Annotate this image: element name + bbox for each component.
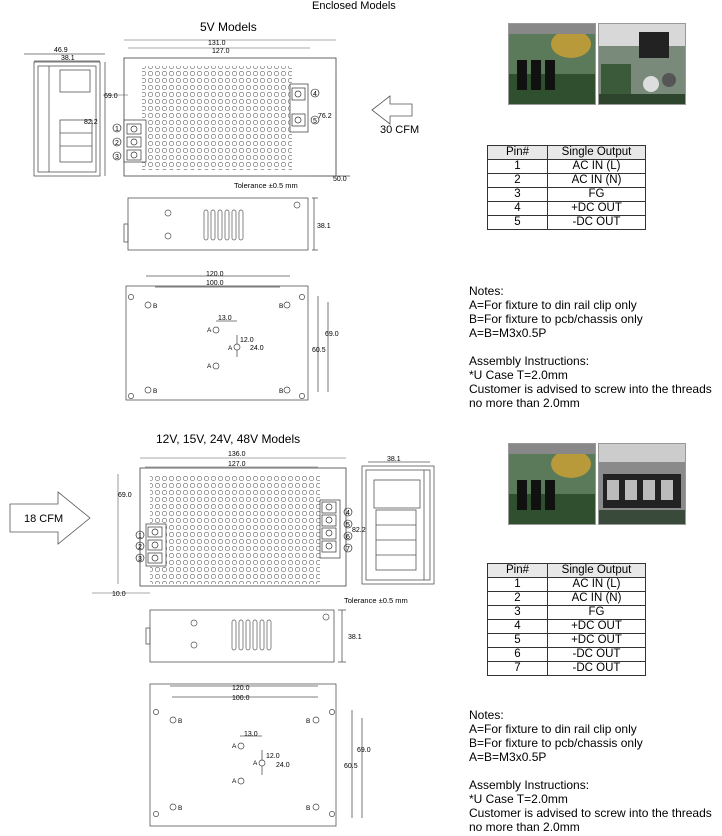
pin-num: 3 bbox=[488, 188, 548, 202]
terminal-3: 3 bbox=[115, 154, 119, 161]
table-row bbox=[488, 634, 646, 648]
pin-num: 5 bbox=[488, 216, 548, 230]
assembly-heading: Assembly Instructions: bbox=[469, 778, 590, 792]
dim-side-height: 82.2 bbox=[84, 119, 98, 126]
hole-a-label: A bbox=[207, 363, 212, 370]
section2-top-view bbox=[0, 440, 460, 836]
bottom-height-inner: 60.5 bbox=[344, 763, 358, 770]
tolerance-label-12v: Tolerance ±0.5 mm bbox=[344, 596, 408, 605]
note-line: *U Case T=2.0mm bbox=[469, 368, 568, 382]
bottom-a-y1: 12.0 bbox=[266, 753, 280, 760]
notes-5v bbox=[469, 284, 712, 410]
table-row bbox=[488, 216, 646, 230]
dim-depth-left: 10.0 bbox=[112, 591, 126, 598]
terminal-5: 5 bbox=[346, 522, 350, 529]
note-line: no more than 2.0mm bbox=[469, 396, 580, 410]
pin-table-5v bbox=[487, 145, 646, 230]
hole-a-label: A bbox=[207, 327, 212, 334]
note-line: no more than 2.0mm bbox=[469, 820, 580, 834]
bottom-height-outer: 69.0 bbox=[325, 331, 339, 338]
product-photo-5v-a bbox=[508, 23, 596, 105]
terminal-2: 2 bbox=[115, 140, 119, 147]
hole-b-label: B bbox=[153, 388, 158, 395]
pin-func: -DC OUT bbox=[548, 648, 646, 662]
dim-height-left: 69.0 bbox=[118, 492, 132, 499]
bottom-a-x: 13.0 bbox=[244, 731, 258, 738]
product-photo-12v-b bbox=[598, 443, 686, 525]
hole-b-label: B bbox=[178, 805, 183, 812]
note-line: Customer is advised to screw into the threads bbox=[469, 806, 712, 820]
hole-b-label: B bbox=[306, 805, 311, 812]
terminal-block-left-5v bbox=[124, 120, 146, 162]
dim-height-right: 82.2 bbox=[352, 527, 366, 534]
side-profile-12v bbox=[362, 462, 434, 584]
hole-b-label: B bbox=[279, 388, 284, 395]
note-line: A=For fixture to din rail clip only bbox=[469, 722, 637, 736]
side-height-5v: 38.1 bbox=[317, 223, 331, 230]
terminal-3: 3 bbox=[138, 556, 142, 563]
pin-func: FG bbox=[548, 606, 646, 620]
note-line: B=For fixture to pcb/chassis only bbox=[469, 736, 643, 750]
pin-num: 2 bbox=[488, 592, 548, 606]
pin-num: 4 bbox=[488, 202, 548, 216]
table-row bbox=[488, 174, 646, 188]
bottom-height-inner: 60.5 bbox=[312, 347, 326, 354]
note-line: *U Case T=2.0mm bbox=[469, 792, 568, 806]
bottom-view-5v bbox=[126, 276, 328, 400]
hole-a-label: A bbox=[228, 345, 233, 352]
pin-func: AC IN (N) bbox=[548, 592, 646, 606]
pin-func: FG bbox=[548, 188, 646, 202]
bottom-width-outer: 120.0 bbox=[206, 271, 224, 278]
note-line: A=B=M3x0.5P bbox=[469, 750, 547, 764]
table-row bbox=[488, 592, 646, 606]
terminal-5: 5 bbox=[313, 118, 317, 125]
pin-func: AC IN (L) bbox=[548, 160, 646, 174]
bottom-width-inner: 100.0 bbox=[206, 280, 224, 287]
bottom-holes-12v bbox=[153, 709, 334, 816]
side-height-12v: 38.1 bbox=[348, 634, 362, 641]
terminal-6: 6 bbox=[346, 534, 350, 541]
dim-width-outer: 131.0 bbox=[208, 40, 226, 47]
terminal-block-right-12v bbox=[320, 500, 340, 558]
bottom-width-inner: 100.0 bbox=[232, 695, 250, 702]
pin-num: 4 bbox=[488, 620, 548, 634]
hole-b-label: B bbox=[306, 718, 311, 725]
side-vents-5v bbox=[165, 202, 300, 240]
product-photo-12v-a bbox=[508, 443, 596, 525]
pin-func: AC IN (L) bbox=[548, 578, 646, 592]
table-row bbox=[488, 160, 646, 174]
bottom-holes-5v bbox=[128, 294, 304, 398]
note-line: A=B=M3x0.5P bbox=[469, 326, 547, 340]
bottom-a-y1: 12.0 bbox=[240, 337, 254, 344]
section2-title: 12V, 15V, 24V, 48V Models bbox=[156, 432, 301, 446]
dim-width-inner: 127.0 bbox=[228, 461, 246, 468]
terminal-block-left-12v bbox=[146, 524, 166, 566]
airflow-arrow-5v bbox=[372, 96, 412, 124]
dim-width-inner: 127.0 bbox=[212, 48, 230, 55]
pin-func: +DC OUT bbox=[548, 202, 646, 216]
notes-12v bbox=[469, 708, 712, 834]
dim-depth-right: 50.0 bbox=[333, 176, 347, 183]
terminal-numbers-left-5v bbox=[113, 124, 121, 161]
pin-num: 6 bbox=[488, 648, 548, 662]
table-row bbox=[488, 620, 646, 634]
terminal-1: 1 bbox=[138, 533, 142, 540]
pin-num: 3 bbox=[488, 606, 548, 620]
pin-num: 5 bbox=[488, 634, 548, 648]
section1-top-view bbox=[0, 0, 460, 420]
bottom-a-x: 13.0 bbox=[218, 315, 232, 322]
hole-b-label: B bbox=[279, 303, 284, 310]
hole-a-label: A bbox=[232, 778, 237, 785]
output-header: Single Output bbox=[548, 564, 646, 578]
bottom-width-outer: 120.0 bbox=[232, 685, 250, 692]
dim-width-outer: 136.0 bbox=[228, 451, 246, 458]
notes-heading: Notes: bbox=[469, 708, 504, 722]
bottom-height-outer: 69.0 bbox=[357, 747, 371, 754]
table-row bbox=[488, 188, 646, 202]
pin-num: 2 bbox=[488, 174, 548, 188]
note-line: Customer is advised to screw into the threads bbox=[469, 382, 712, 396]
pin-func: +DC OUT bbox=[548, 634, 646, 648]
terminal-7: 7 bbox=[346, 546, 350, 553]
terminal-block-right-5v bbox=[290, 84, 308, 132]
terminal-1: 1 bbox=[115, 126, 119, 133]
terminal-2: 2 bbox=[138, 544, 142, 551]
pin-header: Pin# bbox=[488, 564, 548, 578]
pin-num: 1 bbox=[488, 578, 548, 592]
table-row bbox=[488, 578, 646, 592]
pin-func: -DC OUT bbox=[548, 216, 646, 230]
pin-func: -DC OUT bbox=[548, 662, 646, 676]
table-row bbox=[488, 202, 646, 216]
hole-b-label: B bbox=[153, 303, 158, 310]
dim-side-inner: 38.1 bbox=[61, 55, 75, 62]
tolerance-label-5v: Tolerance ±0.5 mm bbox=[234, 181, 298, 190]
bottom-a-y2: 24.0 bbox=[276, 762, 290, 769]
dim-height-right: 76.2 bbox=[318, 113, 332, 120]
hole-b-label: B bbox=[178, 718, 183, 725]
pin-func: AC IN (N) bbox=[548, 174, 646, 188]
table-row bbox=[488, 662, 646, 676]
section1-title: 5V Models bbox=[200, 20, 257, 34]
output-header: Single Output bbox=[548, 146, 646, 160]
terminal-4: 4 bbox=[346, 510, 350, 517]
bottom-a-y2: 24.0 bbox=[250, 345, 264, 352]
dim-height-left: 69.0 bbox=[104, 93, 118, 100]
note-line: A=For fixture to din rail clip only bbox=[469, 298, 637, 312]
pin-table-12v bbox=[487, 563, 646, 676]
dim-side-12v: 38.1 bbox=[387, 456, 401, 463]
notes-heading: Notes: bbox=[469, 284, 504, 298]
note-line: B=For fixture to pcb/chassis only bbox=[469, 312, 643, 326]
pin-header: Pin# bbox=[488, 146, 548, 160]
page-title: Enclosed Models bbox=[312, 0, 396, 12]
hole-a-label: A bbox=[253, 760, 258, 767]
side-vents-12v bbox=[191, 614, 329, 650]
pin-num: 1 bbox=[488, 160, 548, 174]
terminal-4: 4 bbox=[313, 91, 317, 98]
top-box-12v bbox=[92, 458, 346, 593]
pin-num: 7 bbox=[488, 662, 548, 676]
product-photo-5v-b bbox=[598, 23, 686, 105]
assembly-heading: Assembly Instructions: bbox=[469, 354, 590, 368]
pin-func: +DC OUT bbox=[548, 620, 646, 634]
side-profile-5v bbox=[24, 54, 105, 176]
airflow-label-5v: 30 CFM bbox=[380, 124, 420, 136]
dim-side-outer: 46.9 bbox=[54, 47, 68, 54]
hole-a-label: A bbox=[232, 743, 237, 750]
airflow-label-12v: 18 CFM bbox=[24, 513, 64, 525]
table-row bbox=[488, 606, 646, 620]
table-row bbox=[488, 648, 646, 662]
